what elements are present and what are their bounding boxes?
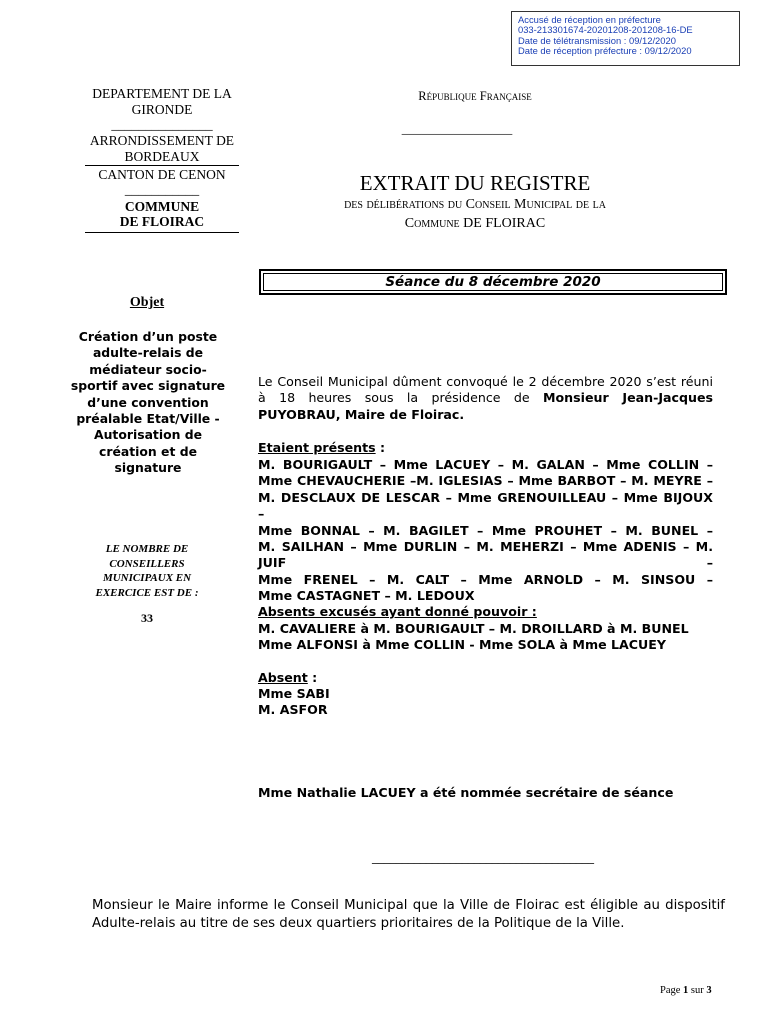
page-sur: sur — [690, 985, 704, 996]
page-total: 3 — [706, 985, 712, 996]
reception-stamp — [511, 11, 740, 66]
absents-pouvoir-list — [258, 621, 713, 654]
objet-title: Objet — [129, 295, 165, 310]
stamp-line: Accusé de réception en préfecture — [518, 14, 661, 25]
seance-date: Séance du 8 décembre 2020 — [263, 273, 723, 291]
absent-line: M. ASFOR — [258, 702, 328, 718]
intro-president: Monsieur Jean-Jacques PUYOBRAU, Maire de Floirac. — [258, 390, 713, 422]
absent-list — [258, 686, 713, 719]
presents-line: Mme CASTAGNET – M. LEDOUX — [258, 588, 475, 604]
presents-line: Mme BONNAL – M. BAGILET – Mme PROUHET – M. BUNEL – — [258, 522, 713, 538]
commune-label: COMMUNE — [124, 199, 200, 214]
presents-label: Etaient présents — [258, 440, 376, 455]
page-current: 1 — [683, 985, 689, 996]
presents-colon: : — [375, 440, 386, 455]
presents-heading — [258, 440, 713, 456]
presents-line: M. DESCLAUX DE LESCAR – Mme GRENOUILLEAU – Mme BIJOUX – — [258, 489, 713, 522]
document-subtitle: Commune DE FLOIRAC — [404, 216, 546, 231]
document-subtitle: des délibérations du Conseil Municipal de la — [344, 197, 606, 212]
secretaire-line: Mme Nathalie LACUEY a été nommée secrétaire de séance — [258, 785, 674, 800]
absent-pouvoir-line: Mme ALFONSI à Mme COLLIN - Mme SOLA à Mme LACUEY — [258, 637, 666, 653]
dashes-separator: ___________ — [124, 182, 200, 197]
seance-box — [259, 269, 727, 295]
stamp-line: Date de réception préfecture : 09/12/2020 — [518, 45, 692, 57]
presents-list — [258, 457, 713, 605]
presents-line: M. BOURIGAULT – Mme LACUEY – M. GALAN – Mme COLLIN – — [258, 457, 713, 472]
presents-line: Mme CHEVAUCHERIE –M. IGLESIAS – Mme BARBOT – M. MEYRE – — [258, 473, 713, 489]
absent-line: Mme SABI — [258, 686, 330, 701]
body-separator: _____________________________________ — [372, 850, 594, 864]
departement-label: DEPARTEMENT DE LA GIRONDE — [92, 86, 232, 117]
commune-name: DE FLOIRAC — [119, 214, 205, 229]
header-rule — [85, 165, 239, 166]
absent-pouvoir-line: M. CAVALIERE à M. BOURIGAULT – M. DROILLARD à M. BUNEL — [258, 621, 689, 636]
stamp-line: 033-213301674-20201208-201208-16-DE — [518, 24, 693, 36]
intro-text: Le Conseil Municipal dûment convoqué le 2 décembre 2020 s’est réuni à 18 heures sous la présidence de — [258, 374, 713, 406]
stamp-line: Date de télétransmission : 09/12/2020 — [518, 34, 676, 46]
republique-label: République Française — [418, 89, 532, 103]
absents-pouvoir-label: Absents excusés ayant donné pouvoir : — [258, 604, 537, 619]
footer-paragraph: Monsieur le Maire informe le Conseil Municipal que la Ville de Floirac est éligible au dispositif Adulte-relais au titre de ses deux quartiers prioritaires de la Politique de la Ville. — [92, 898, 725, 931]
intro-paragraph — [258, 374, 713, 423]
absent-label: Absent — [258, 670, 308, 685]
conseillers-label: LE NOMBRE DE CONSEILLERS MUNICIPAUX EN EXERCICE EST DE : — [95, 543, 199, 599]
presents-line: M. SAILHAN – Mme DURLIN – M. MEHERZI – Mme ADENIS – M. JUIF – — [258, 539, 713, 571]
page-label: Page — [660, 985, 681, 996]
presents-line: Mme FRENEL – M. CALT – Mme ARNOLD – M. SINSOU – — [258, 571, 713, 587]
conseillers-count: 33 — [141, 611, 153, 625]
arrondissement-label: ARRONDISSEMENT DE BORDEAUX — [89, 133, 235, 164]
canton-label: CANTON DE CENON — [98, 167, 226, 182]
absent-colon: : — [307, 670, 318, 685]
page-number — [660, 985, 740, 996]
dashes-separator: _______________ — [111, 117, 213, 132]
objet-text: Création d’un poste adulte-relais de médiateur socio-sportif avec signature d’une convention préalable Etat/Ville - Autorisation de création et de signature — [70, 329, 226, 476]
absent-heading — [258, 670, 713, 686]
header-rule — [85, 232, 239, 233]
dashes-separator: _________________ — [401, 121, 513, 136]
document-title: EXTRAIT DU REGISTRE — [359, 171, 591, 195]
